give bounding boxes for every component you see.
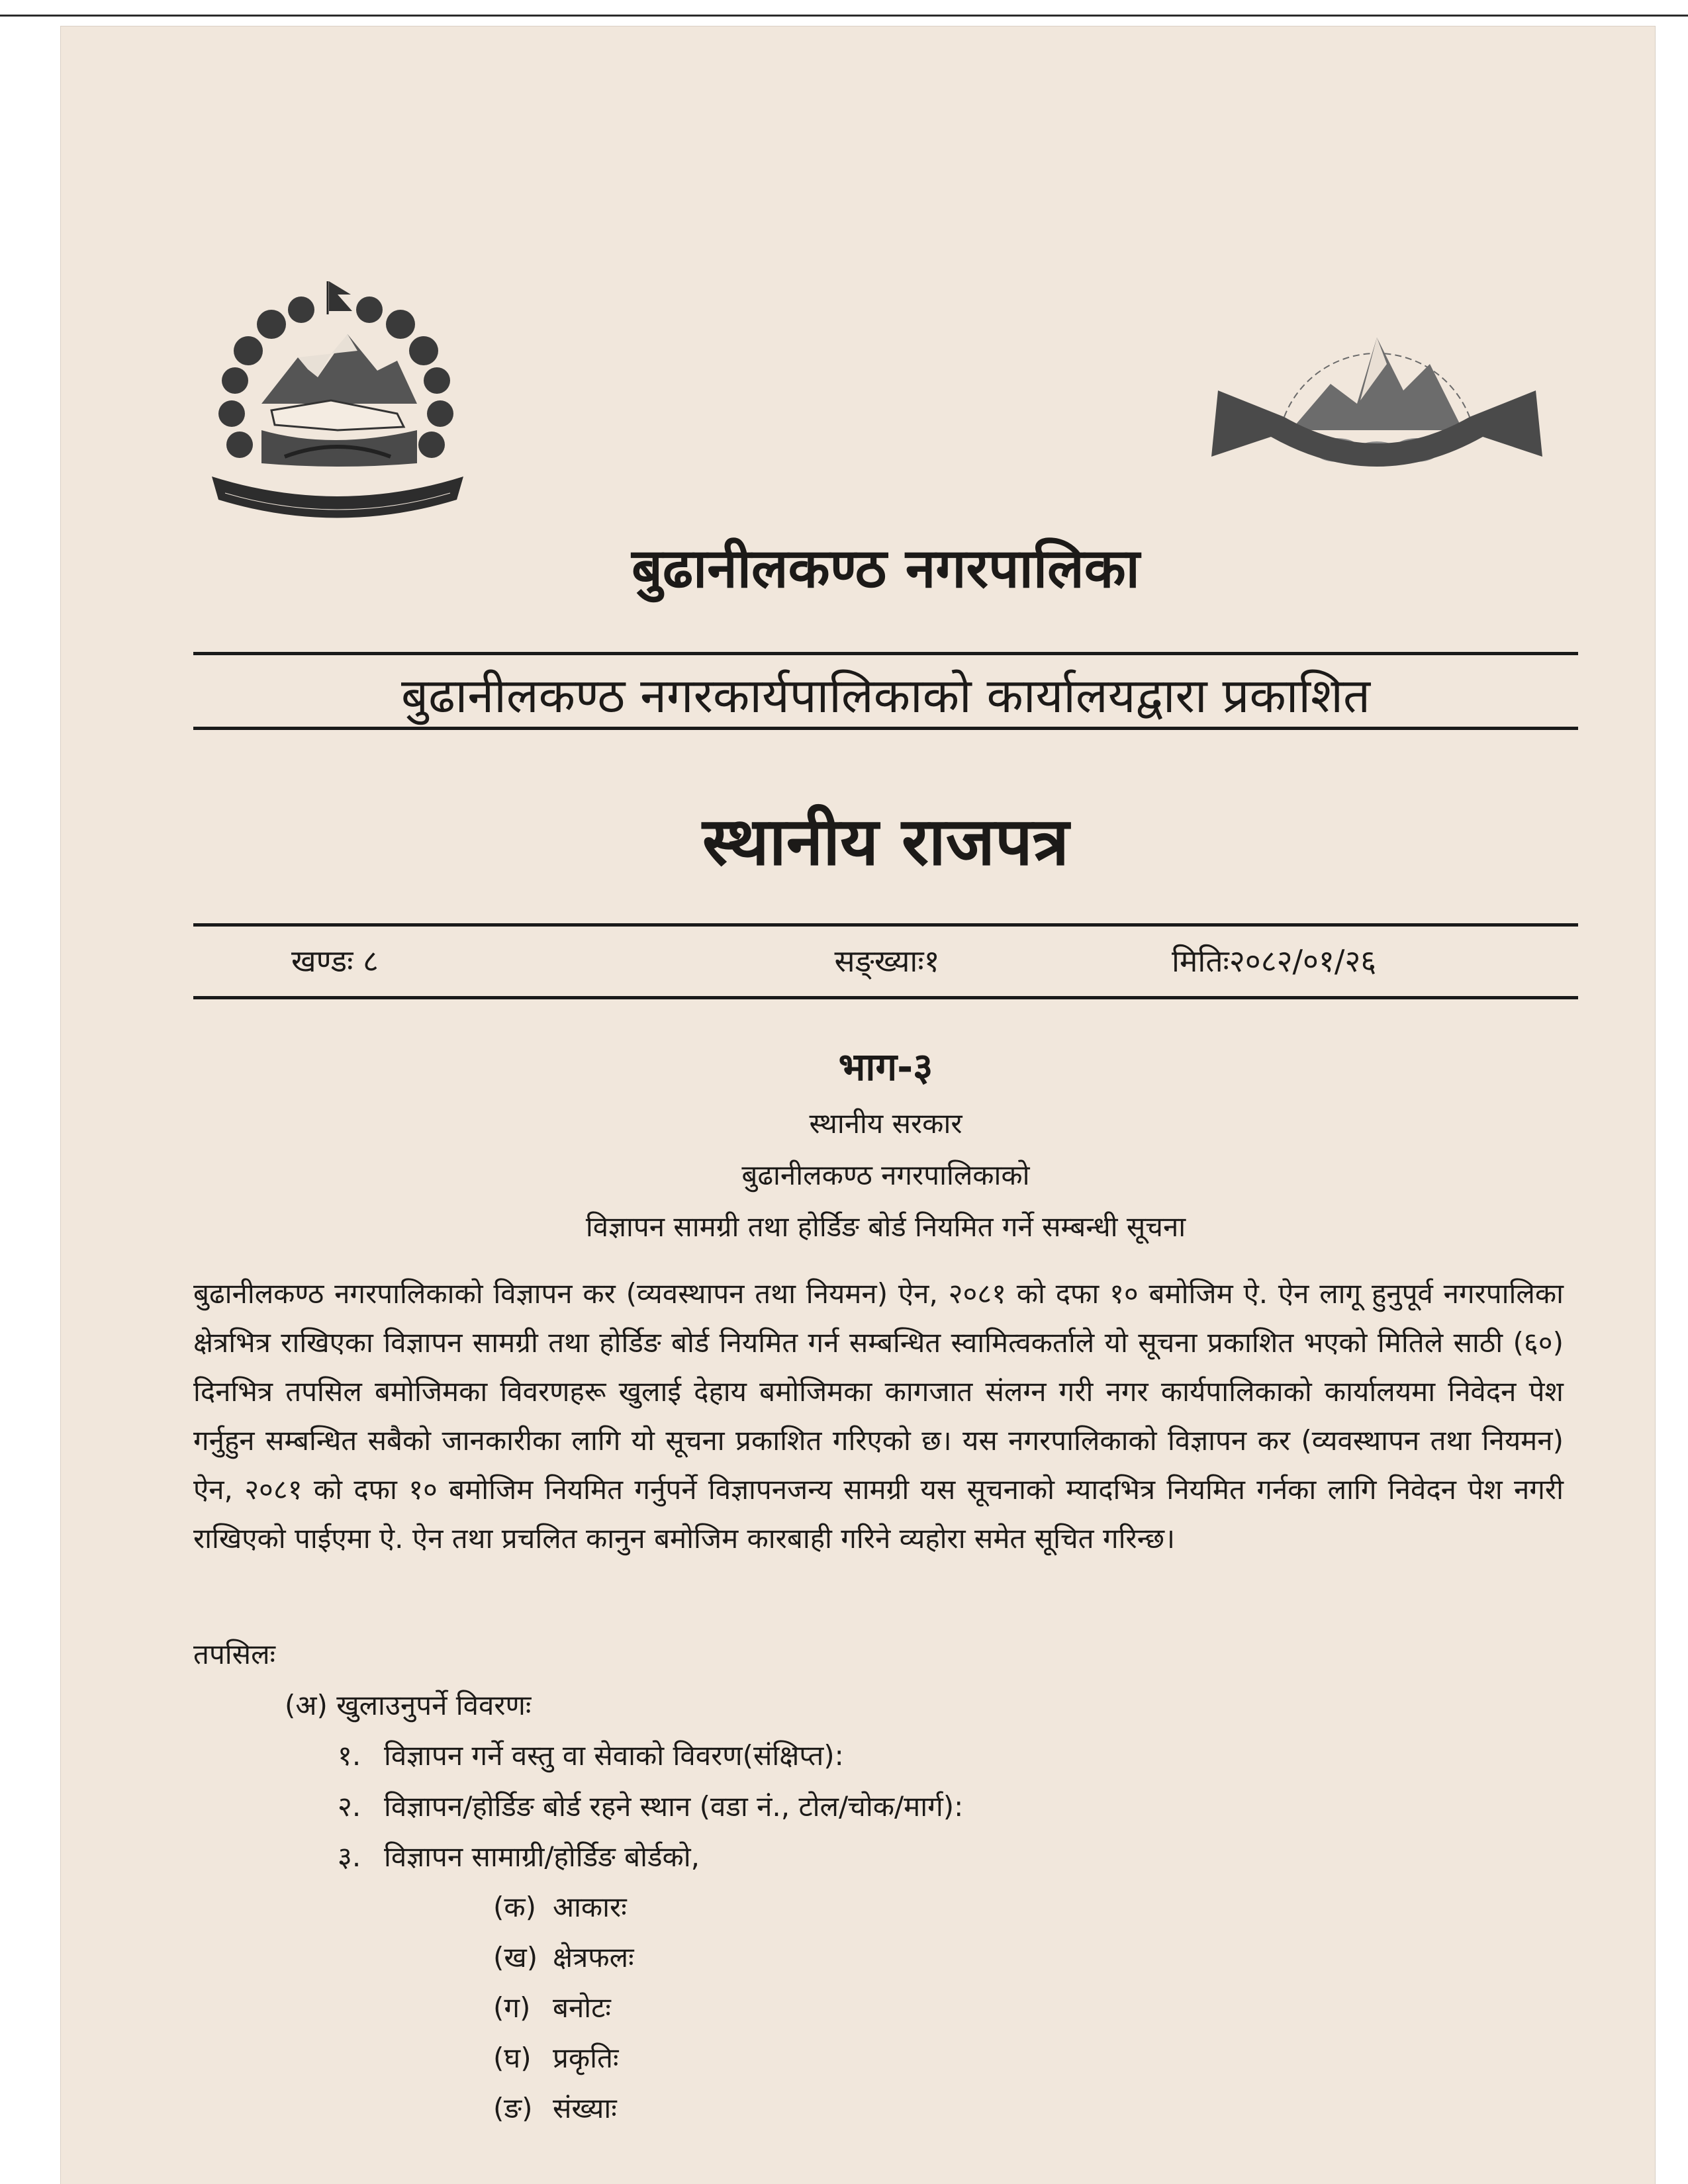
subitem-label: प्रकृतिः — [553, 2042, 619, 2074]
subitem-label: क्षेत्रफलः — [553, 1941, 634, 1974]
subitem-number: (ख) — [493, 1941, 538, 1974]
subitem-number: (ग) — [493, 1991, 531, 2024]
municipality-logo-icon — [1205, 285, 1549, 523]
notice-subject: विज्ञापन सामग्री तथा होर्डिङ बोर्ड नियमित गर्ने सम्बन्धी सूचना — [585, 1210, 1186, 1243]
gazette-title: स्थानीय राजपत्र — [702, 803, 1069, 880]
schedule-label: तपसिलः — [193, 1638, 276, 1670]
part-heading: भाग-३ — [838, 1044, 933, 1089]
divider-line — [193, 923, 1578, 927]
subitem-number: (घ) — [493, 2042, 532, 2074]
nepal-emblem-icon — [199, 271, 477, 523]
office-name-heading: बुढानीलकण्ठ नगरपालिका — [632, 537, 1140, 600]
item-number: ३. — [338, 1841, 361, 1873]
volume-label: खण्डः ८ — [291, 943, 379, 979]
notice-body: बुढानीलकण्ठ नगरपालिकाको विज्ञापन कर (व्यवस्थापन तथा नियमन) ऐन, २०८१ को दफा १० बमोजिम ऐ. ऐन लागू हुनुपूर्व नगरपालिका क्षेत्रभित्र राखिएका विज्ञापन सामग्री तथा होर्डिङ बोर्ड नियमित गर्न सम्बन्धित स्वामित्वकर्ताले यो सूचना प्रकाशित भएको मितिले साठी (६०) दिनभित्र तपसिल बमोजिमका विवरणहरू खुलाई देहाय बमोजिमका कागजात संलग्न गरी नगर कार्यपालिकाको कार्यालयमा निवेदन पेश गर्नुहुन सम्बन्धित सबैको जानकारीका लागि यो सूचना प्रकाशित गरिएको छ। यस नगरपालिकाको विज्ञापन कर (व्यवस्थापन तथा नियमन) ऐन, २०८१ को दफा १० बमोजिम नियमित गर्नुपर्ने विज्ञापनजन्य सामग्री यस सूचनाको म्यादभित्र नियमित गर्नका लागि निवेदन पेश नगरी राखिएको पाईएमा ऐ. ऐन तथा प्रचलित कानुन बमोजिम कारबाही गरिने व्यहोरा समेत सूचित गरिन्छ। — [193, 1277, 1564, 1555]
subitem-label: संख्याः — [553, 2092, 617, 2124]
flag-icon — [328, 281, 352, 314]
issue-date: मितिः२०८२/०१/२६ — [1172, 943, 1377, 979]
subitem-number: (ङ) — [493, 2092, 533, 2124]
item-number: १. — [338, 1739, 361, 1772]
section-a-heading: (अ) खुलाउनुपर्ने विवरणः — [285, 1689, 532, 1721]
list-item: विज्ञापन/होर्डिङ बोर्ड रहने स्थान (वडा नं., टोल/चोक/मार्ग): — [384, 1790, 964, 1823]
scan-edge-line — [0, 15, 1688, 17]
subitem-label: आकारः — [553, 1891, 627, 1923]
subitem-number: (क) — [493, 1891, 537, 1923]
item-number: २. — [338, 1790, 361, 1823]
list-item: विज्ञापन सामाग्री/होर्डिङ बोर्डको, — [384, 1841, 700, 1873]
divider-line — [193, 727, 1578, 730]
divider-line — [193, 996, 1578, 999]
subitem-label: बनोटः — [553, 1991, 611, 2024]
publisher-line: बुढानीलकण्ठ नगरकार्यपालिकाको कार्यालयद्वारा प्रकाशित — [400, 668, 1371, 723]
divider-line — [193, 652, 1578, 655]
municipality-line: बुढानीलकण्ठ नगरपालिकाको — [741, 1159, 1030, 1191]
issue-number: सङ्ख्याः१ — [834, 943, 940, 979]
list-item: विज्ञापन गर्ने वस्तु वा सेवाको विवरण(संक्षिप्त): — [384, 1739, 844, 1772]
government-level: स्थानीय सरकार — [809, 1107, 962, 1140]
